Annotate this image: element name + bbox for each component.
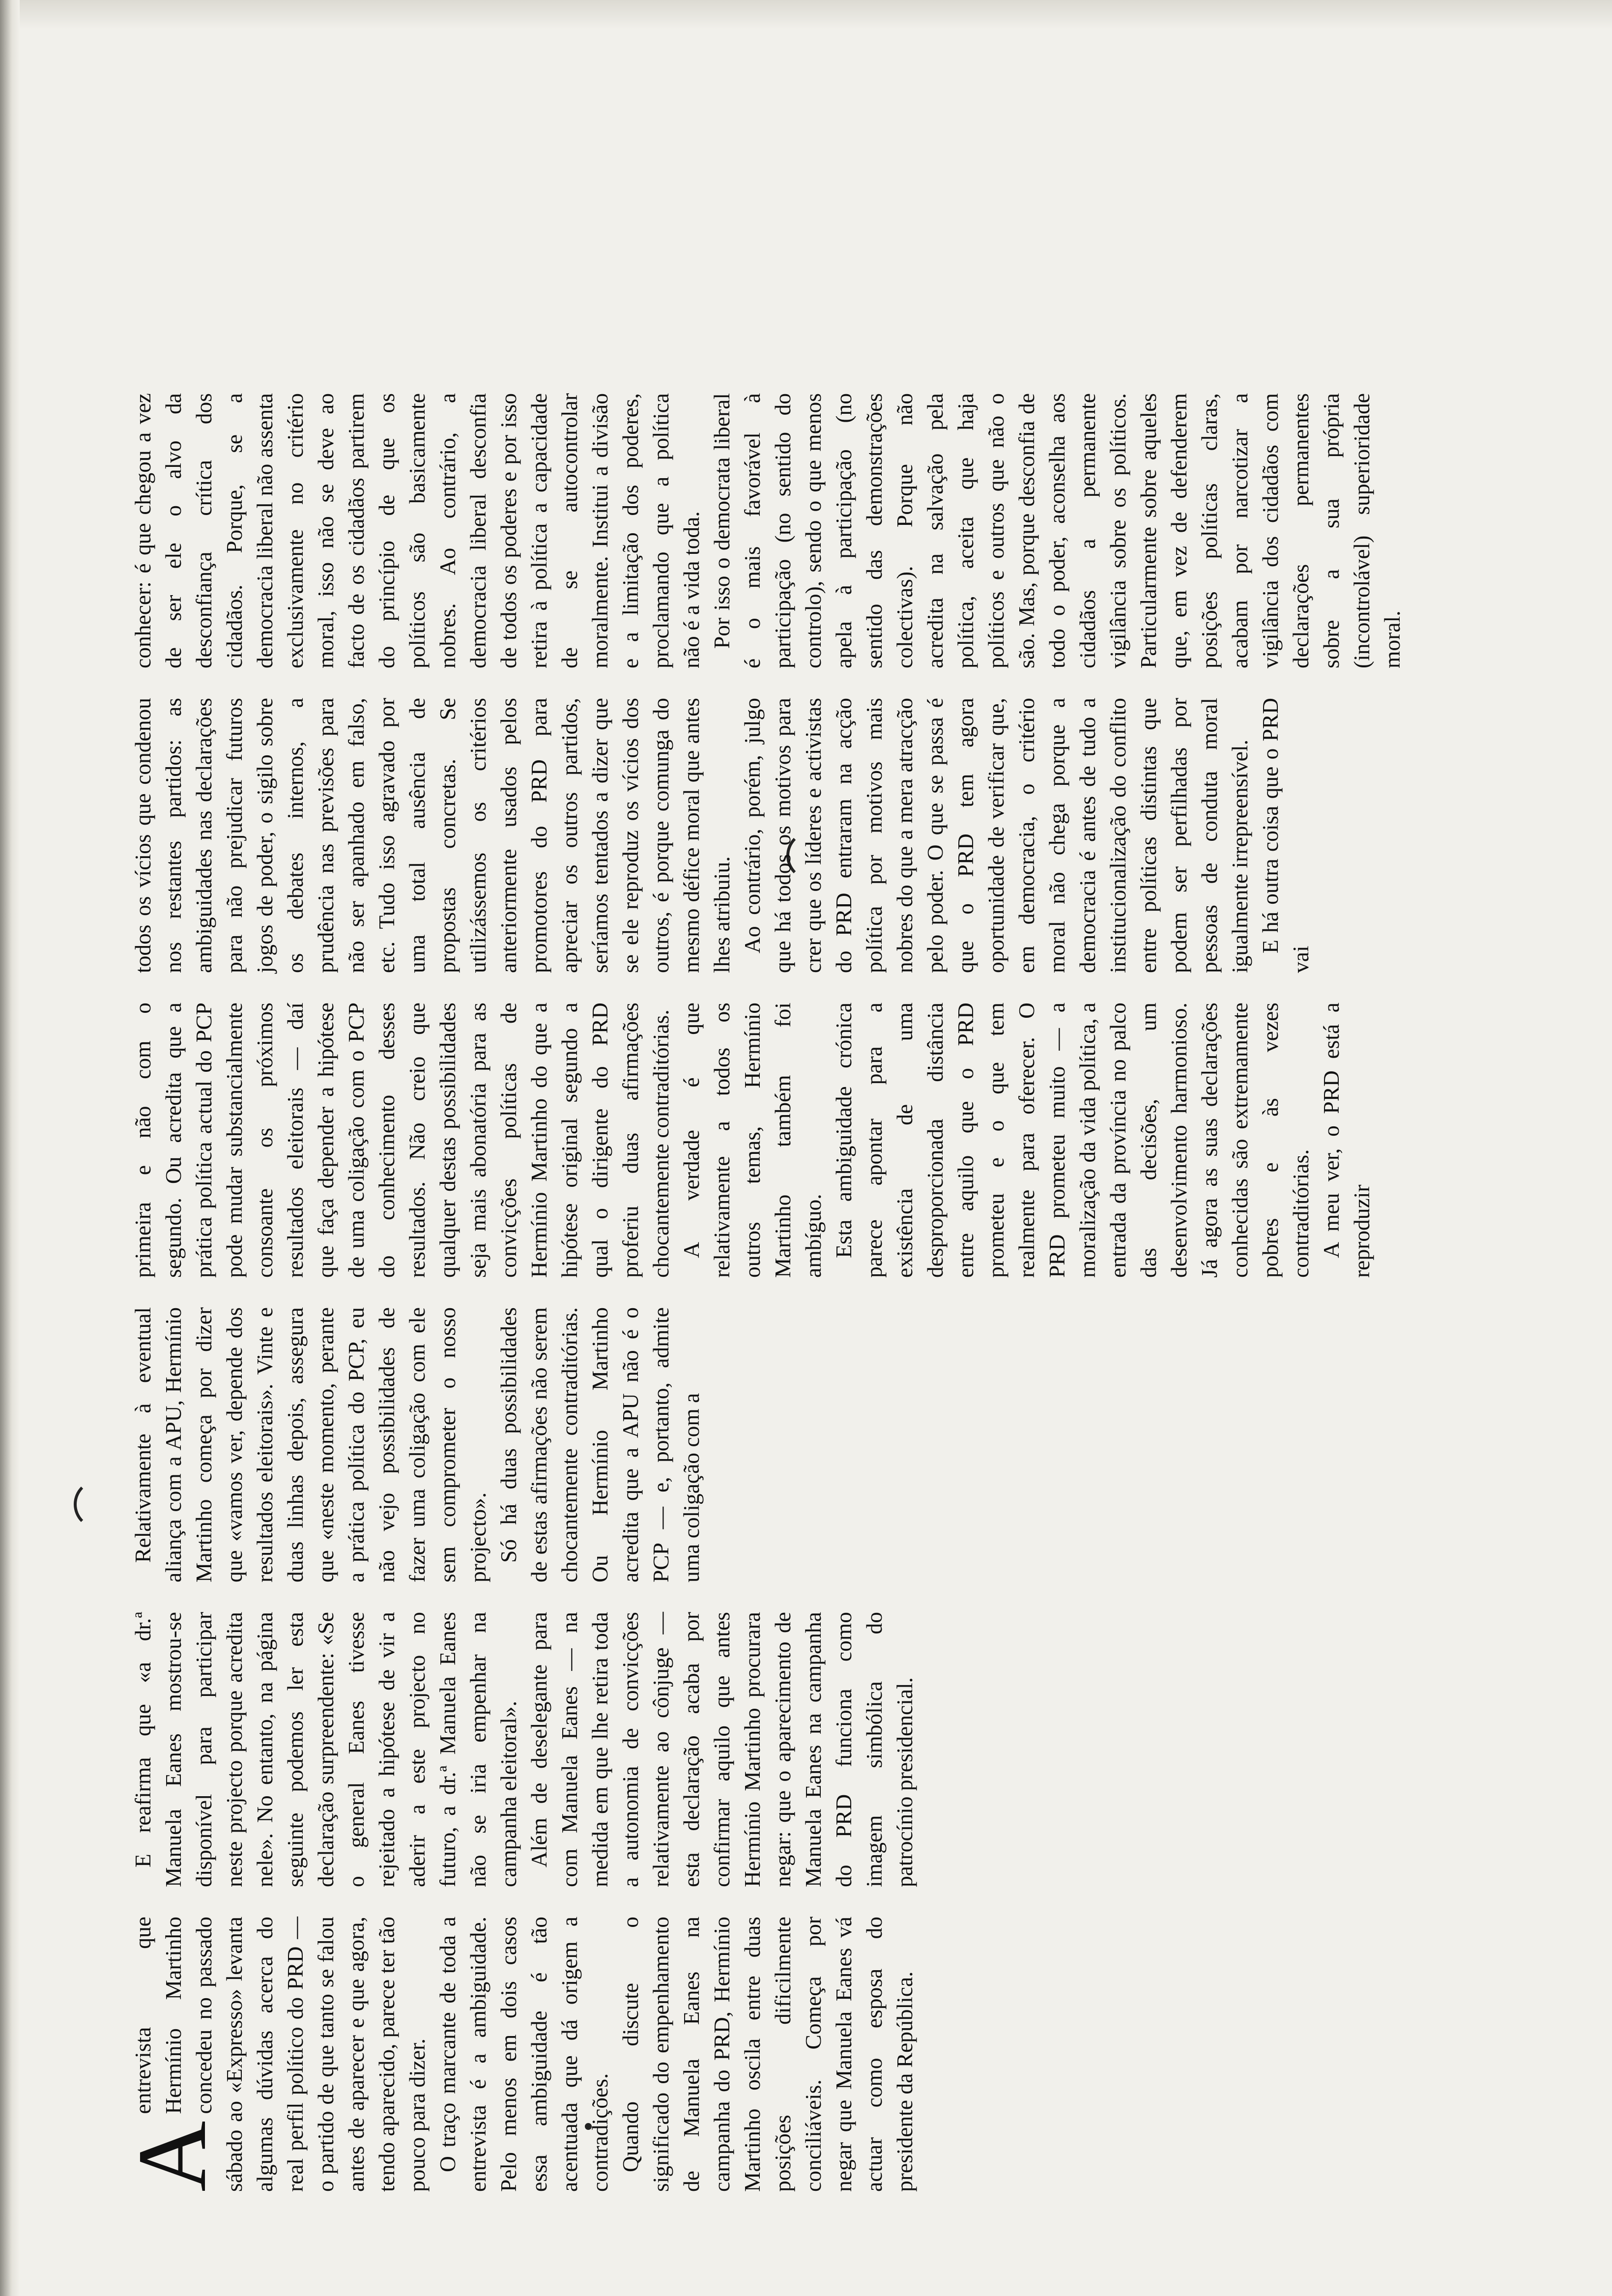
paragraph: E reafirma que «a dr.ª Manuela Eanes mostrou-se disponível para participar neste projecto porque acredita nele». No entanto, na página seguinte podemos ler esta declaração surpreendente: «Se o general Eanes tivesse rejeitado a hipótese de vir a aderir a este projecto no futuro, a dr.ª Manuela Eanes não se iria empenhar na campanha eleitoral». [130, 1612, 521, 1887]
article-column-4 [128, 1003, 1455, 1278]
drop-cap: A [118, 2121, 227, 2192]
article-column-5 [128, 698, 1455, 973]
article-column-6 [128, 393, 1455, 668]
paragraph: Além de deselegante para com Manuela Eanes — na medida em que lhe retira toda a autonomia de convicções relativamente ao cônjuge — esta declaração acaba por confirmar aquilo que antes Hermínio Martinho procurara negar: que o aparecimento de Manuela Eanes na campanha do PRD funciona como imagem simbólica do patrocínio presidencial. [526, 1612, 917, 1887]
scan-mark [74, 1479, 124, 1529]
paragraph: Só há duas possibilidades de estas afirmações não serem chocantemente contraditórias. Ou Hermínio Martinho acredita que a APU não é o PCP — e, portanto, admite uma coligação com a [496, 1307, 704, 1582]
paragraph: A meu ver, o PRD está a reproduzir [1319, 1003, 1374, 1278]
paragraph: conhecer: é que chegou a vez de ser ele o alvo da desconfiança crítica dos cidadãos. Porque, se a democracia liberal não assenta exclusivamente no critério moral, isso não se deve ao facto de os cidadãos partirem do princípio de que os políticos são basicamente nobres. Ao contrário, a democracia liberal desconfia de todos os poderes e por isso retira à política a capacidade de se autocontrolar moralmente. Institui a divisão e a limitação dos poderes, proclamando que a política não é a vida toda. [130, 393, 704, 668]
paragraph: Ao contrário, porém, julgo que há todos os motivos para crer que os líderes e activistas do PRD entraram na acção política por motivos mais nobres do que a mera atracção pelo poder. O que se passa é que o PRD tem agora oportunidade de verificar que, em democracia, o critério moral não chega porque a democracia é antes de tudo a institucionalização do conflito entre políticas distintas que podem ser perfilhadas por pessoas de conduta moral igualmente irrepreensível. [740, 698, 1252, 973]
paragraph: todos os vícios que condenou nos restantes partidos: as ambiguidades nas declarações para não prejudicar futuros jogos de poder, o sigilo sobre os debates internos, a prudência nas previsões para não ser apanhado em falso, etc. Tudo isso agravado por uma total ausência de propostas concretas. Se utilizássemos os critérios anteriormente usados pelos promotores do PRD para apreciar os outros partidos, seríamos tentados a dizer que se ele reproduz os vícios dos outros, é porque comunga do mesmo défice moral que antes lhes atribuiu. [130, 698, 734, 973]
article-column-2 [128, 1612, 1455, 1887]
rotated-article-page [118, 201, 1455, 2192]
article-column-3 [128, 1307, 1455, 1582]
paragraph: O traço marcante de toda a entrevista é a ambiguidade. Pelo menos em dois casos essa ambiguidade é tão acentuada que dá origem a contradições. [435, 1917, 612, 2192]
paragraph: entrevista que Hermínio Martinho concedeu no passado sábado ao «Expresso» levanta algumas dúvidas acerca do real perfil político do PRD — o partido de que tanto se falou antes de aparecer e que agora, tendo aparecido, parece ter tão pouco para dizer. [130, 1917, 430, 2192]
paragraph: Quando discute o significado do empenhamento de Manuela Eanes na campanha do PRD, Hermínio Martinho oscila entre duas posições dificilmente conciliáveis. Começa por negar que Manuela Eanes vá actuar como esposa do presidente da República. [618, 1917, 917, 2192]
paragraph: Por isso o democrata liberal é o mais favorável à participação (no sentido do controlo), sendo o que menos apela à participação (no sentido das demonstrações colectivas). Porque não acredita na salvação pela política, aceita que haja políticos e outros que não o são. Mas, porque desconfia de todo o poder, aconselha aos cidadãos a permanente vigilância sobre os políticos. Particularmente sobre aqueles que, em vez de defenderem posições políticas claras, acabam por narcotizar a vigilância dos cidadãos com declarações permanentes sobre a sua própria (incontrolável) superioridade moral. [709, 393, 1405, 668]
paragraph: A verdade é que relativamente a todos os outros temas, Hermínio Martinho também foi ambíguo. [679, 1003, 826, 1278]
paragraph: Relativamente à eventual aliança com a APU, Hermínio Martinho começa por dizer que «vamos ver, depende dos resultados eleitorais». Vinte e duas linhas depois, assegura que «neste momento, perante a prática política do PCP, eu não vejo possibilidades de fazer uma coligação com ele sem comprometer o nosso projecto». [130, 1307, 490, 1582]
article-column-1 [118, 1917, 1455, 2192]
paragraph: E há outra coisa que o PRD vai [1258, 698, 1313, 973]
scan-left-edge [0, 0, 20, 2296]
paragraph: primeira e não com o segundo. Ou acredita que a prática política actual do PCP pode mudar substancialmente consoante os próximos resultados eleitorais — daí que faça depender a hipótese de uma coligação com o PCP do conhecimento desses resultados. Não creio que qualquer destas possibilidades seja mais abonatória para as convicções políticas de Hermínio Martinho do que a hipótese original segundo a qual o dirigente do PRD proferiu duas afirmações chocantemente contraditórias. [130, 1003, 673, 1278]
paragraph: Esta ambiguidade crónica parece apontar para a existência de uma desproporcionada distância entre aquilo que o PRD prometeu e o que tem realmente para oferecer. O PRD prometeu muito — a moralização da vida política, a entrada da província no palco das decisões, um desenvolvimento harmonioso. Já agora as suas declarações conhecidas são extremamente pobres e às vezes contraditórias. [831, 1003, 1313, 1278]
scan-top-edge [0, 0, 1612, 29]
